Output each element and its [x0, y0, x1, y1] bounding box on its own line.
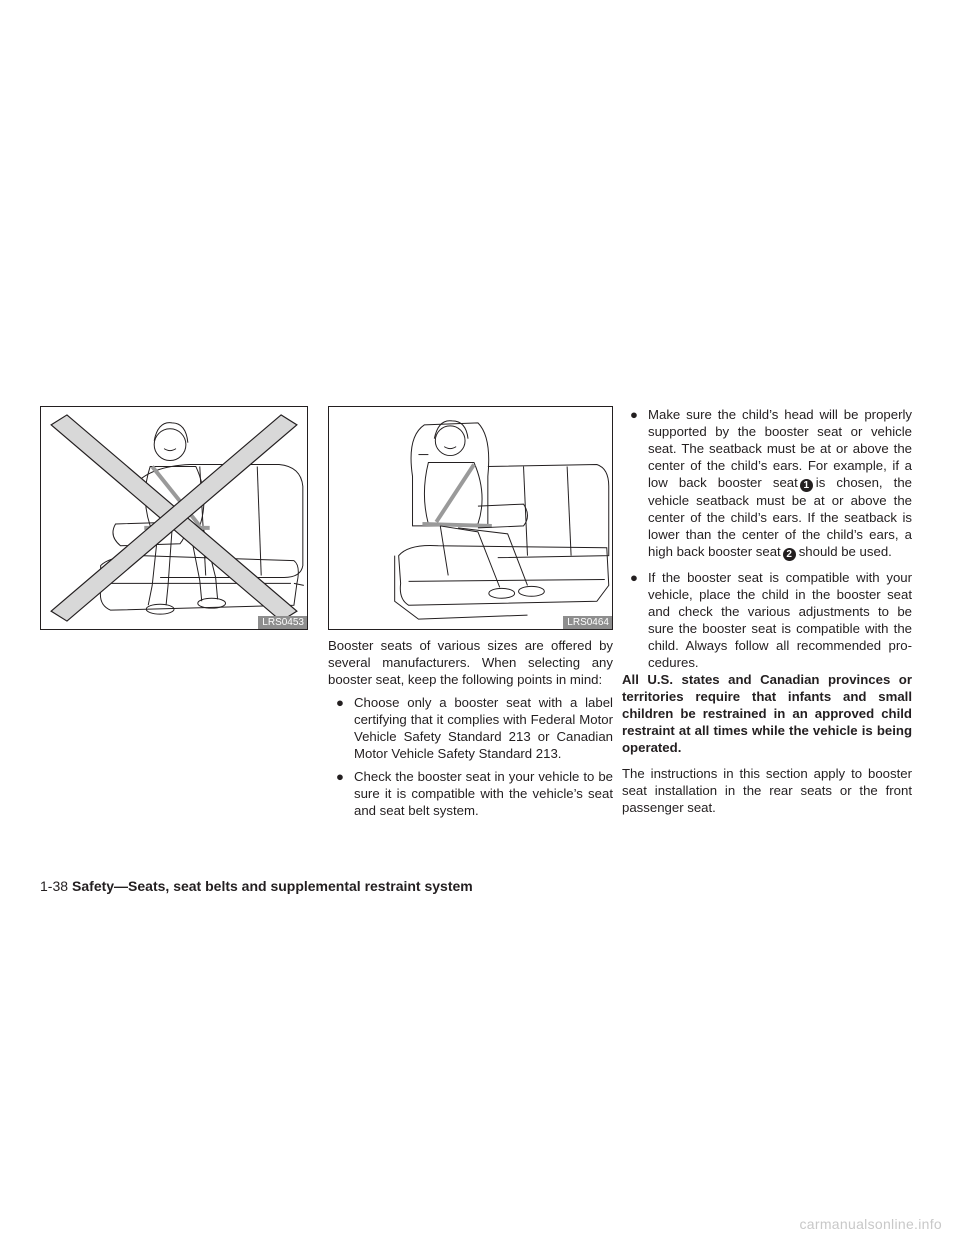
- bullet-text-part: should be used.: [798, 544, 892, 559]
- bullet-text: Check the booster seat in your vehicle to be sure it is compatible with the vehicle’s seat and seat belt system.: [354, 769, 613, 818]
- figure-code: LRS0453: [258, 616, 307, 629]
- list-item: [328, 768, 613, 819]
- figure-lrs0464: [328, 406, 613, 630]
- bullet-icon: ●: [336, 769, 344, 784]
- callout-2-icon: 2: [783, 548, 796, 561]
- column-middle: [328, 637, 613, 819]
- bullet-text: If the booster seat is compatible with your vehicle, place the child in the booster seat and check the various adjustments to be sure the booster seat is compatible with the child. Always follow all recommended pro-cedures.: [648, 570, 912, 670]
- bullet-icon: ●: [630, 407, 638, 422]
- column-right: [622, 406, 912, 816]
- bullet-text-part: Make sure the child’s head will be properly supported by the booster seat or vehicle seat. The seatback must be at or above the center of the child’s ears. For example, if a low back booster seat: [648, 407, 912, 490]
- list-item: [622, 569, 912, 671]
- figure-code: LRS0464: [563, 616, 612, 629]
- bullet-text: Choose only a booster seat with a label certifying that it complies with Federal Motor Vehicle Safety Standard 213 or Canadian Motor Vehicle Safety Standard 213.: [354, 695, 613, 761]
- figure-lrs0453: [40, 406, 308, 630]
- list-item: [622, 406, 912, 561]
- watermark: carmanualsonline.info: [799, 1216, 942, 1232]
- illustration-incorrect-seating: [41, 407, 307, 629]
- list-item: [328, 694, 613, 762]
- page-footer: [40, 878, 473, 894]
- illustration-correct-booster-seating: [329, 407, 612, 629]
- warning-paragraph: All U.S. states and Canadian provinces or territories require that infants and small children be restrained in an approved child restraint at all times while the vehicle is being operated.: [622, 672, 912, 755]
- bullet-text-part: is chosen, the vehicle seatback must be at or above the center of the child’s ears. If the seatback is lower than the center of the child’s ears, a high back booster seat: [648, 475, 912, 559]
- closing-paragraph: The instructions in this section apply to booster seat installation in the rear seats or the front passenger seat.: [622, 766, 912, 815]
- page-number: 1-38: [40, 878, 69, 894]
- callout-1-icon: 1: [800, 479, 813, 492]
- intro-paragraph: Booster seats of various sizes are offered by several manufacturers. When selecting any booster seat, keep the following points in mind:: [328, 638, 613, 687]
- bullet-icon: ●: [336, 695, 344, 710]
- section-title: Safety—Seats, seat belts and supplemental restraint system: [72, 878, 473, 894]
- bullet-icon: ●: [630, 570, 638, 585]
